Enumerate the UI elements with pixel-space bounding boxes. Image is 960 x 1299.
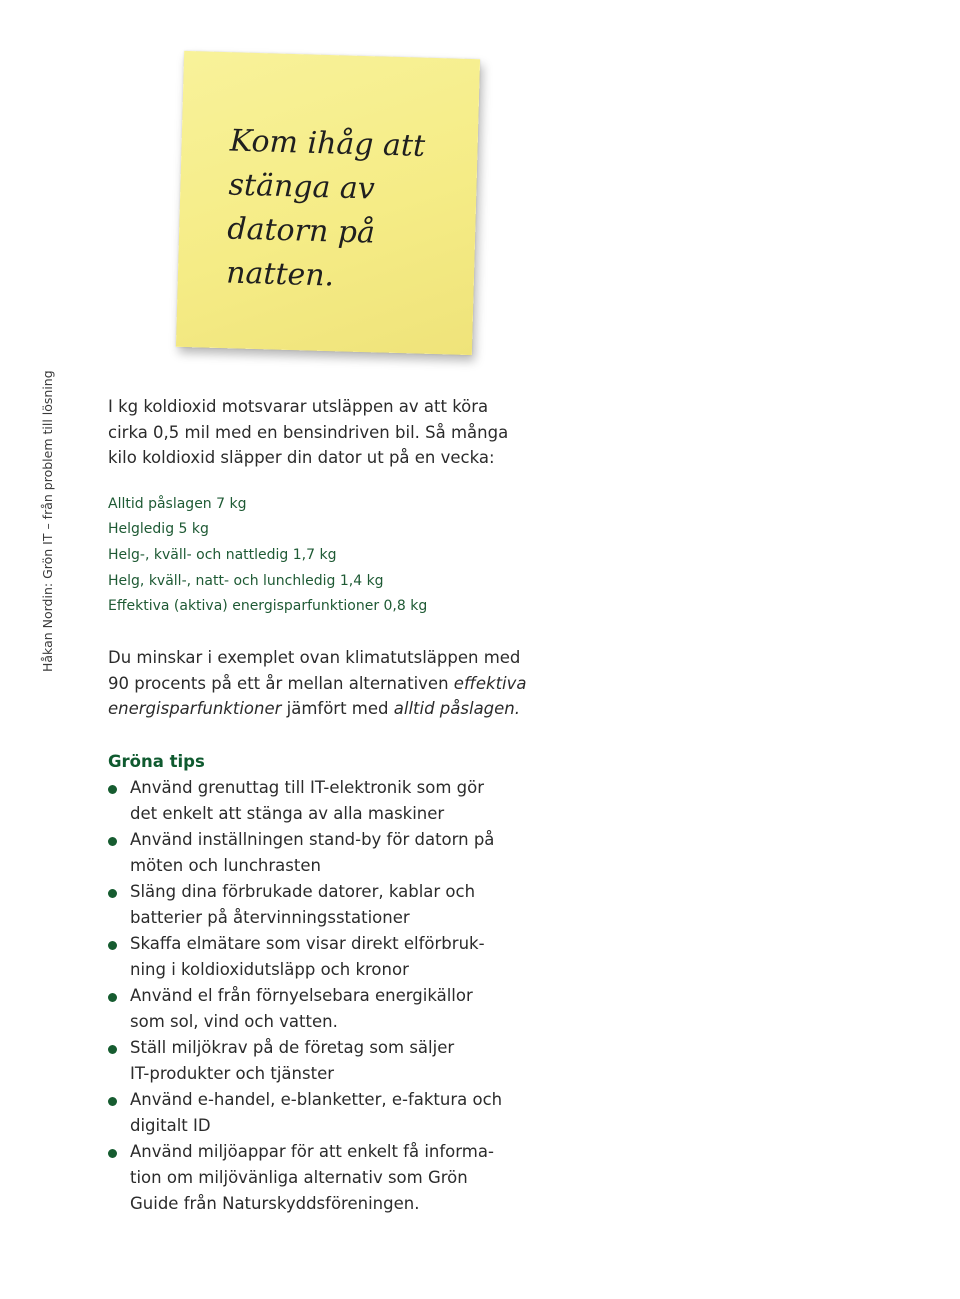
note-line: datorn på (226, 211, 376, 251)
tip-line: digitalt ID (130, 1115, 211, 1135)
tip-line: Använd el från förnyelsebara energikällor (130, 985, 473, 1005)
bullet-icon (108, 993, 117, 1002)
tip-item (108, 879, 528, 931)
tip-item (108, 775, 528, 827)
intro-line: kilo koldioxid släpper din dator ut på en vecka: (108, 448, 495, 467)
tip-line: möten och lunchrasten (130, 855, 321, 875)
bullet-icon (108, 1045, 117, 1054)
running-header-vertical: Håkan Nordin: Grön IT – från problem till lösning (40, 370, 55, 672)
tip-item (108, 931, 528, 983)
tip-line: batterier på återvinningsstationer (130, 907, 410, 927)
emissions-item: Effektiva (aktiva) energisparfunktioner 0,8 kg (108, 598, 428, 615)
tip-line: Guide från Naturskyddsföreningen. (130, 1193, 420, 1213)
sticky-note-handwriting (226, 120, 481, 303)
tip-item (108, 1087, 528, 1139)
summary-emphasis: effektiva (453, 673, 527, 693)
intro-line: I kg koldioxid motsvarar utsläppen av att köra (108, 397, 489, 416)
tip-line: Använd grenuttag till IT-elektronik som gör (130, 777, 485, 797)
tip-line: som sol, vind och vatten. (130, 1011, 338, 1031)
summary-line (108, 671, 528, 697)
tip-item (108, 983, 528, 1035)
bullet-icon (108, 1097, 117, 1106)
summary-text: jämfört med (281, 699, 394, 719)
tip-line: Släng dina förbrukade datorer, kablar och (130, 881, 476, 901)
summary-line: Du minskar i exemplet ovan klimatutsläppen med (108, 648, 521, 668)
bullet-icon (108, 889, 117, 898)
note-line: stänga av (228, 167, 376, 207)
summary-paragraph (108, 645, 528, 722)
tip-line: tion om miljövänliga alternativ som Grön (130, 1167, 468, 1187)
emissions-item: Helg-, kväll- och nattledig 1,7 kg (108, 546, 337, 563)
tip-item (108, 1035, 528, 1087)
bullet-icon (108, 837, 117, 846)
summary-text: 90 procents på ett år mellan alternativen (108, 673, 454, 693)
tip-line: Skaffa elmätare som visar direkt elförbruk- (130, 933, 485, 953)
emissions-list (108, 492, 528, 621)
note-line: natten. (225, 255, 335, 294)
tip-item (108, 1139, 528, 1217)
summary-emphasis: energisparfunktioner (108, 699, 282, 719)
emissions-item: Alltid påslagen 7 kg (108, 495, 247, 512)
note-line: Kom ihåg att (229, 123, 426, 164)
intro-paragraph (108, 394, 528, 471)
tip-line: Använd miljöappar för att enkelt få informa- (130, 1141, 494, 1161)
tip-line: det enkelt att stänga av alla maskiner (130, 803, 445, 823)
tips-list (108, 775, 528, 1217)
tip-line: Använd e-handel, e-blanketter, e-faktura och (130, 1089, 503, 1109)
tip-line: Ställ miljökrav på de företag som säljer (130, 1037, 455, 1057)
emissions-item: Helg, kväll-, natt- och lunchledig 1,4 kg (108, 572, 384, 589)
tips-heading: Gröna tips (108, 751, 205, 771)
intro-line: cirka 0,5 mil med en bensindriven bil. Så många (108, 422, 509, 442)
emissions-item: Helgledig 5 kg (108, 521, 209, 538)
tip-line: Använd inställningen stand-by för datorn på (130, 829, 495, 849)
summary-line (108, 696, 528, 722)
summary-emphasis: alltid påslagen. (393, 699, 521, 719)
tip-item (108, 827, 528, 879)
main-content (108, 394, 528, 1217)
tip-line: IT-produkter och tjänster (130, 1063, 335, 1083)
bullet-icon (108, 785, 117, 794)
tip-line: ning i koldioxidutsläpp och kronor (130, 959, 409, 979)
bullet-icon (108, 1149, 117, 1158)
sticky-note (180, 55, 490, 365)
bullet-icon (108, 941, 117, 950)
